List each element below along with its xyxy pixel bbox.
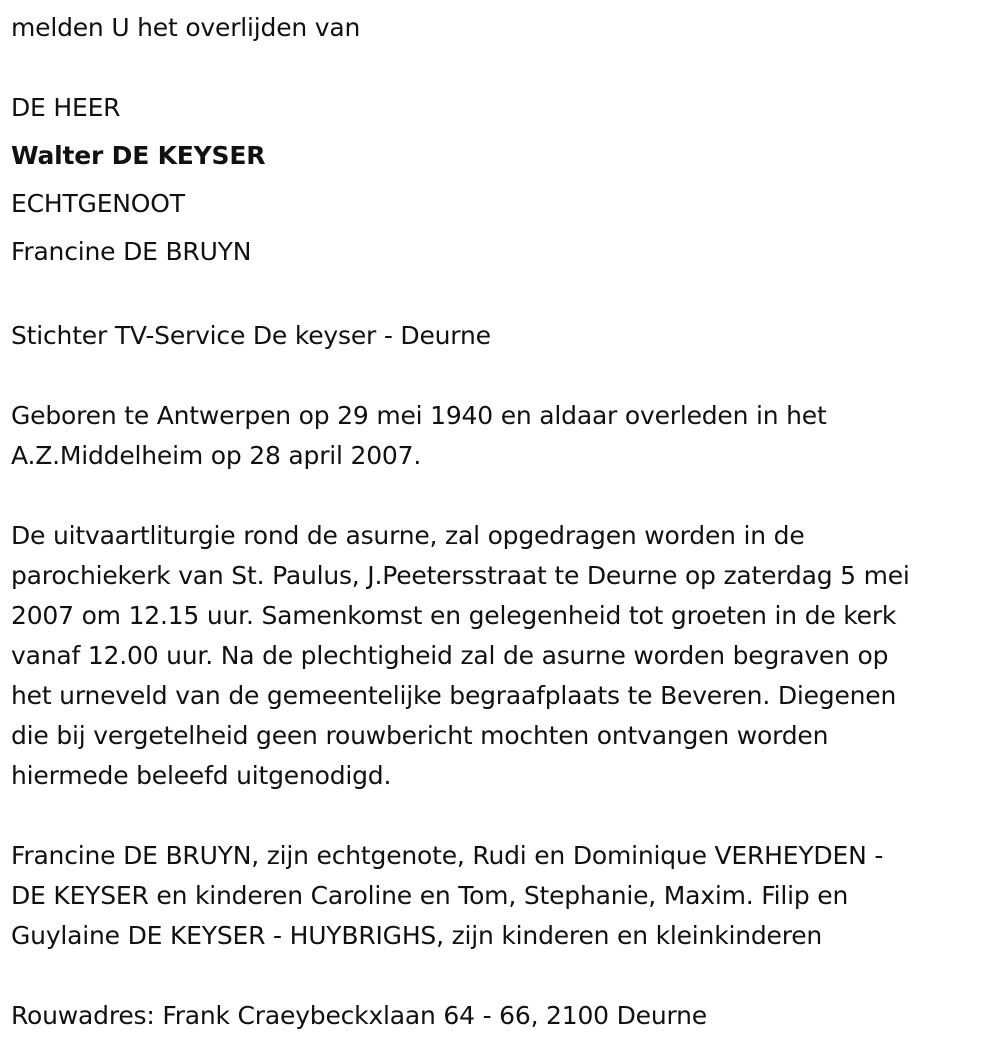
funeral-line: vanaf 12.00 uur. Na de plechtigheid zal de asurne worden begraven op [11,641,889,670]
funeral-line: De uitvaartliturgie rond de asurne, zal opgedragen worden in de [11,521,805,550]
funeral-line: 2007 om 12.15 uur. Samenkomst en gelegenheid tot groeten in de kerk [11,601,897,630]
birth-death-line: Geboren te Antwerpen op 29 mei 1940 en aldaar overleden in het [11,401,827,430]
deceased-title: DE HEER [11,93,121,122]
family-line: Guylaine DE KEYSER - HUYBRIGHS, zijn kinderen en kleinkinderen [11,921,823,950]
funeral-line: die bij vergetelheid geen rouwbericht mochten ontvangen worden [11,721,829,750]
funeral-paragraph [11,516,991,796]
funeral-line: parochiekerk van St. Paulus, J.Peetersstraat te Deurne op zaterdag 5 mei [11,561,910,590]
intro-text: melden U het overlijden van [11,13,361,42]
family-paragraph [11,836,991,956]
deceased-relation: ECHTGENOOT [11,189,185,218]
funeral-line: hiermede beleefd uitgenodigd. [11,761,392,790]
deceased-name: Walter DE KEYSER [11,141,266,170]
birth-death-paragraph [11,396,991,476]
funeral-line: het urneveld van de gemeentelijke begraafplaats te Beveren. Diegenen [11,681,897,710]
family-line: DE KEYSER en kinderen Caroline en Tom, Stephanie, Maxim. Filip en [11,881,849,910]
occupation-text: Stichter TV-Service De keyser - Deurne [11,321,491,350]
obituary-document [11,4,991,1036]
mourning-address: Rouwadres: Frank Craeybeckxlaan 64 - 66, 2100 Deurne [11,1001,707,1030]
family-line: Francine DE BRUYN, zijn echtgenote, Rudi en Dominique VERHEYDEN - [11,841,884,870]
spouse-name: Francine DE BRUYN [11,237,252,266]
deceased-block [11,84,991,276]
birth-death-line: A.Z.Middelheim op 28 april 2007. [11,441,422,470]
